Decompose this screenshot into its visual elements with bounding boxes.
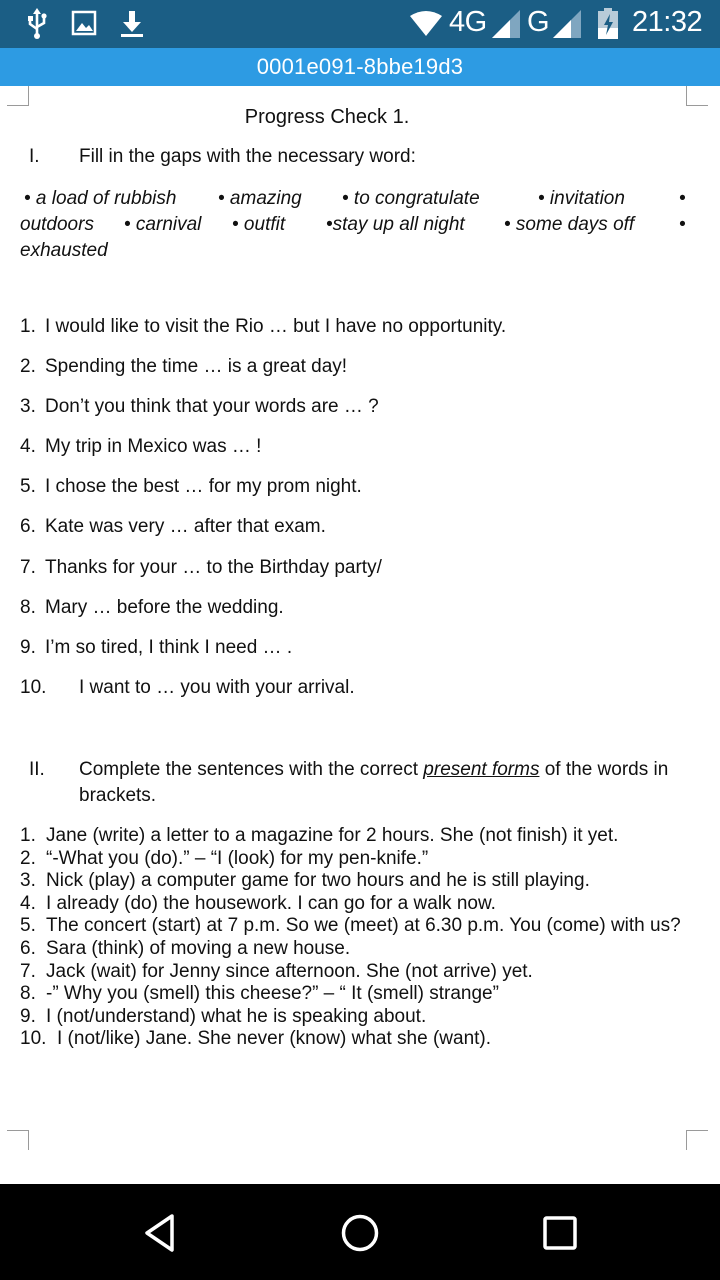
word-bank-item: outdoors [20, 214, 94, 235]
signal-icon [553, 10, 581, 43]
word-bank-item: • outfit [232, 214, 286, 235]
list-item [20, 870, 700, 893]
word-bank-item: exhausted [20, 240, 108, 261]
item-text: Nick (play) a computer game for two hours and he is still playing. [46, 870, 590, 892]
home-icon[interactable] [338, 1211, 382, 1255]
item-text: Jack (wait) for Jenny since afternoon. She (not arrive) yet. [46, 960, 533, 982]
list-item [20, 677, 700, 703]
list-item [20, 1028, 700, 1051]
list-item [20, 893, 700, 916]
item-number: 8. [20, 597, 36, 618]
word-bank-line [20, 212, 700, 238]
page-heading: Progress Check 1. [244, 106, 410, 128]
item-number: 8. [20, 983, 36, 1005]
item-text: -” Why you (smell) this cheese?” – “ It (smell) strange” [46, 983, 499, 1005]
exercise-2-list [20, 825, 700, 1051]
item-text: I want to … you with your arrival. [79, 677, 355, 698]
item-number: 1. [20, 825, 36, 846]
item-text: I (not/understand) what he is speaking about. [46, 1005, 427, 1027]
item-number: 10. [20, 677, 47, 698]
item-number: 7. [20, 960, 36, 982]
word-bank-item: • [679, 214, 686, 235]
list-item [20, 356, 700, 382]
list-item [20, 983, 700, 1006]
item-text: “-What you (do).” – “I (look) for my pen-knife.” [46, 847, 429, 869]
word-bank-item: • a load of rubbish [24, 188, 177, 209]
item-number: 9. [20, 637, 36, 658]
list-item [20, 961, 700, 984]
item-text: Don’t you think that your words are … ? [45, 396, 379, 417]
item-text: I would like to visit the Rio … but I have no opportunity. [45, 316, 507, 337]
item-number: 2. [20, 356, 36, 377]
document-page[interactable] [0, 86, 720, 1184]
usb-icon [24, 8, 50, 45]
page-corner-mark [686, 1130, 708, 1150]
list-item [20, 938, 700, 961]
document-title: 0001e091-8bbe19d3 [256, 54, 464, 79]
item-number: 3. [20, 396, 36, 417]
page-corner-mark [686, 86, 708, 106]
battery-charging-icon [597, 8, 619, 45]
item-number: 5. [20, 915, 36, 937]
item-number: 9. [20, 1005, 36, 1027]
download-icon [119, 9, 145, 44]
image-icon [71, 10, 97, 41]
section-title-emphasis: present forms [423, 759, 540, 780]
item-number: 4. [20, 436, 36, 457]
section-title [79, 757, 699, 809]
word-bank [20, 186, 700, 264]
wifi-icon [409, 10, 443, 41]
word-bank-item: • some days off [504, 214, 635, 235]
section-title-text: of the words in brackets. [79, 759, 669, 806]
word-bank-item: • [679, 188, 686, 209]
item-number: 6. [20, 937, 36, 959]
clock: 21:32 [632, 6, 703, 38]
item-number: 5. [20, 476, 36, 497]
section-title-text: Complete the sentences with the correct [79, 759, 424, 780]
app-bar [0, 48, 720, 86]
list-item [20, 396, 700, 422]
list-item [20, 476, 700, 502]
list-item [20, 915, 700, 938]
item-text: Spending the time … is a great day! [45, 356, 348, 377]
network-g-label: G [527, 6, 550, 38]
item-number: 10. [20, 1028, 47, 1050]
word-bank-item: • invitation [538, 188, 625, 209]
item-number: 1. [20, 316, 36, 337]
item-number: 3. [20, 870, 36, 892]
status-bar [0, 0, 720, 48]
item-text: My trip in Mexico was … ! [45, 436, 262, 457]
item-text: I chose the best … for my prom night. [45, 476, 362, 497]
list-item [20, 557, 700, 583]
item-text: Thanks for your … to the Birthday party/ [45, 557, 382, 578]
word-bank-item: • to congratulate [342, 188, 480, 209]
item-text: I’m so tired, I think I need … . [45, 637, 293, 658]
item-number: 4. [20, 892, 36, 914]
item-number: 2. [20, 847, 36, 869]
signal-icon [492, 10, 520, 43]
section-number: II. [29, 759, 45, 780]
item-text: Jane (write) a letter to a magazine for 2 hours. She (not finish) it yet. [46, 825, 619, 846]
network-4g-label: 4G [449, 6, 487, 38]
item-text: Kate was very … after that exam. [45, 516, 326, 537]
navigation-bar [0, 1184, 720, 1280]
word-bank-item: • carnival [124, 214, 202, 235]
item-text: I (not/like) Jane. She never (know) what she (want). [57, 1028, 492, 1050]
page-corner-mark [7, 1130, 29, 1150]
item-text: I already (do) the housework. I can go for a walk now. [46, 892, 496, 914]
word-bank-item: •stay up all night [326, 214, 465, 235]
list-item [20, 316, 700, 342]
item-text: Mary … before the wedding. [45, 597, 284, 618]
section-title: Fill in the gaps with the necessary word: [79, 146, 416, 167]
page-corner-mark [7, 86, 29, 106]
word-bank-item: • amazing [218, 188, 302, 209]
item-number: 6. [20, 516, 36, 537]
list-item [20, 637, 700, 663]
list-item [20, 597, 700, 623]
list-item [20, 516, 700, 542]
back-icon[interactable] [138, 1211, 182, 1255]
section-number: I. [29, 146, 40, 167]
word-bank-line [20, 186, 700, 212]
list-item [20, 436, 700, 462]
recents-icon[interactable] [538, 1211, 582, 1255]
item-text: The concert (start) at 7 p.m. So we (meet) at 6.30 p.m. You (come) with us? [46, 915, 681, 937]
list-item [20, 825, 700, 848]
word-bank-line [20, 238, 700, 264]
list-item [20, 1006, 700, 1029]
list-item [20, 848, 700, 871]
item-number: 7. [20, 557, 36, 578]
item-text: Sara (think) of moving a new house. [46, 937, 351, 959]
